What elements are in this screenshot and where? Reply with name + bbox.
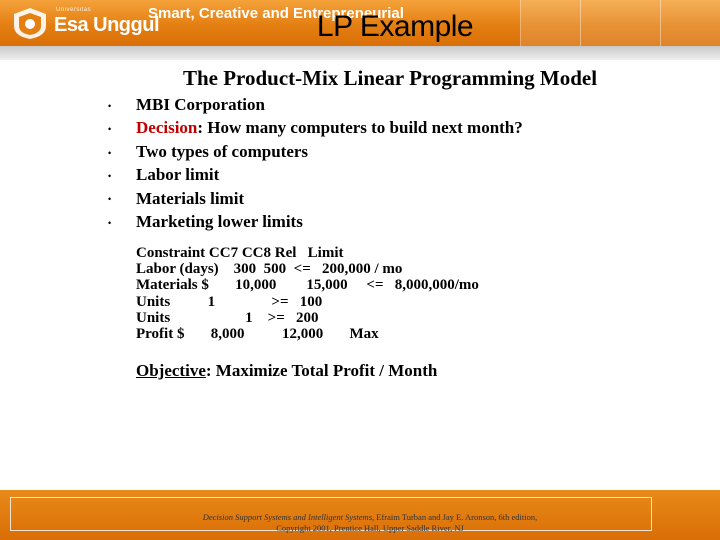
list-item xyxy=(108,141,523,164)
header-decoration xyxy=(580,0,661,46)
bullet-text: Labor limit xyxy=(136,165,220,185)
objective-statement xyxy=(136,361,437,381)
citation-book-title: Decision Support Systems and Intelligent Systems, xyxy=(202,512,375,522)
bullet-list xyxy=(108,94,523,234)
list-item xyxy=(108,94,523,117)
list-item xyxy=(108,117,523,140)
table-row: Materials $ 10,000 15,000 <= 8,000,000/mo xyxy=(136,277,479,294)
bullet-text: Materials limit xyxy=(136,188,245,208)
objective-label: Objective xyxy=(136,361,206,380)
slide-title: LP Example xyxy=(316,10,474,43)
bullet-text: Two types of computers xyxy=(136,141,309,161)
header-decoration xyxy=(660,0,720,46)
table-row: Constraint CC7 CC8 Rel Limit xyxy=(136,245,344,261)
slide-heading: The Product-Mix Linear Programming Model xyxy=(182,66,598,90)
list-item xyxy=(108,188,523,211)
tagline: Smart, Creative and Entrepreneurial xyxy=(148,5,404,22)
bullet-icon: • xyxy=(108,194,112,205)
bullet-icon: • xyxy=(108,124,112,135)
bullet-icon: • xyxy=(108,147,112,158)
table-row: Labor (days) 300 500 <= 200,000 / mo xyxy=(136,261,403,278)
citation-authors: Efraim Turban and Jay E. Aronson, 6th edition, xyxy=(374,512,538,522)
bullet-text: : How many computers to build next month? xyxy=(197,118,523,138)
bullet-icon: • xyxy=(108,170,112,181)
decision-highlight: Decision xyxy=(136,118,198,138)
page-number: 36 xyxy=(666,480,678,491)
header-shadow-band xyxy=(0,46,720,60)
table-row: Units 1 >= 200 xyxy=(136,309,319,326)
citation-copyright: Copyright 2001, Prentice Hall, Upper Saddle River, NJ xyxy=(276,523,464,533)
logo-name: Esa Unggul xyxy=(54,14,160,36)
table-row: Units 1 >= 100 xyxy=(136,293,323,310)
bullet-text: Marketing lower limits xyxy=(136,211,303,231)
bullet-icon: • xyxy=(108,217,112,228)
bullet-text: MBI Corporation xyxy=(136,95,265,114)
university-logo-icon xyxy=(10,6,50,40)
list-item xyxy=(108,164,523,187)
logo-subtitle: Universitas xyxy=(56,7,92,13)
table-row: Profit $ 8,000 12,000 Max xyxy=(136,326,379,343)
bullet-icon: • xyxy=(108,100,112,111)
constraint-table xyxy=(136,245,479,342)
list-item xyxy=(108,211,523,234)
objective-text: : Maximize Total Profit / Month xyxy=(205,361,438,380)
footer-citation xyxy=(0,512,720,534)
